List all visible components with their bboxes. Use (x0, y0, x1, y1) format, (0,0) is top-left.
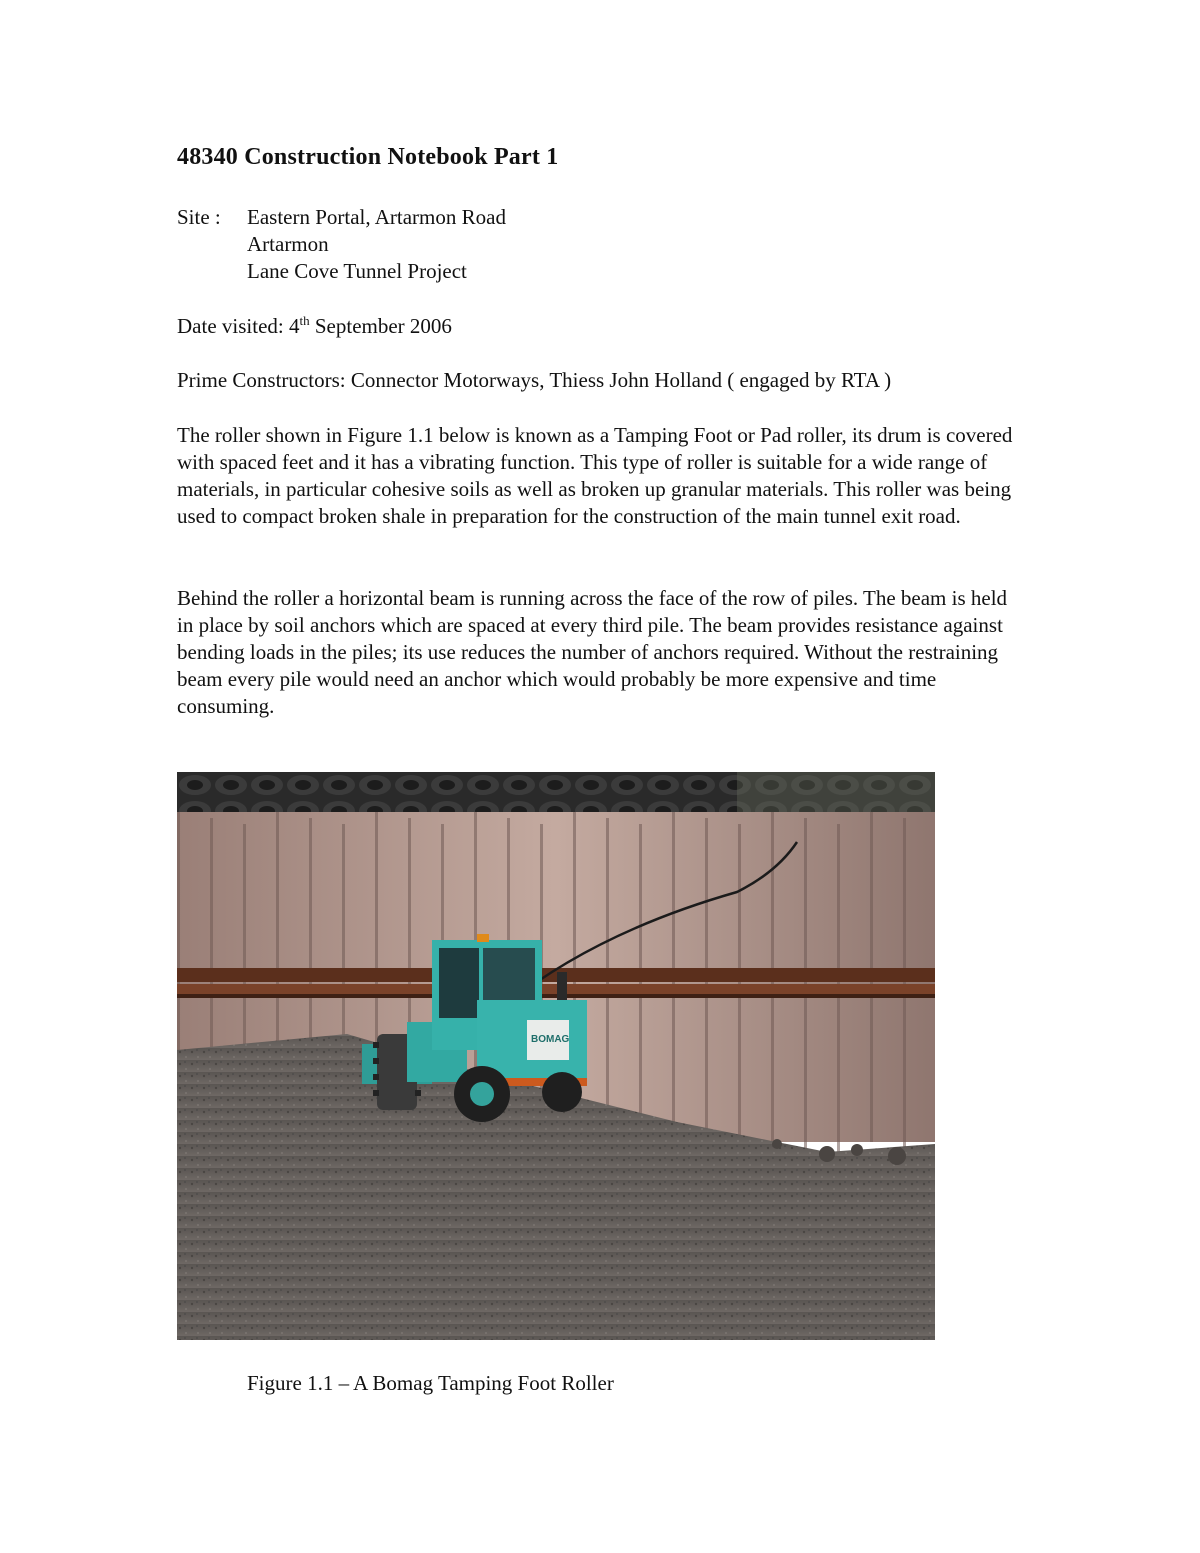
prime-constructors: Prime Constructors: Connector Motorways, Thiess John Holland ( engaged by RTA ) (177, 368, 892, 392)
pile-seam (606, 818, 609, 1148)
figure-caption: Figure 1.1 – A Bomag Tamping Foot Roller (247, 1371, 614, 1395)
paragraph-text: Behind the roller a horizontal beam is running across the face of the row of piles. The beam is held in place by soil anchors which are spaced at every third pile. The beam provides resistance against bending loads in the piles; its use reduces the number of anchors required. Without the restraining beam every pile would need an anchor which would probably be more expensive and time consuming. (177, 586, 1008, 718)
paragraph-roller (177, 422, 1027, 530)
paragraph-text: The roller shown in Figure 1.1 below is known as a Tamping Foot or Pad roller, its drum is covered with spaced feet and it has a vibrating function. This type of roller is suitable for a wide range of materials, in particular cohesive soils as well as broken up granular materials. This roller was being used to compact broken shale in preparation for the construction of the main tunnel exit road. (177, 423, 1013, 528)
pile-seam (903, 818, 906, 1148)
roller-photo (177, 772, 935, 1340)
pile-seam (705, 818, 708, 1148)
page-title: 48340 Construction Notebook Part 1 (177, 144, 559, 170)
date-suffix: September 2006 (309, 314, 452, 338)
date-ordinal: th (299, 313, 310, 328)
roller-decal: BOMAG (531, 1034, 570, 1045)
site-line: Lane Cove Tunnel Project (247, 259, 467, 283)
pile-seam (804, 818, 807, 1148)
site-address (247, 204, 506, 285)
site-line: Eastern Portal, Artarmon Road (247, 205, 506, 229)
site-label: Site : (177, 205, 221, 229)
date-prefix: Date visited: 4 (177, 314, 300, 338)
date-visited (177, 313, 452, 340)
paragraph-beam (177, 585, 1027, 720)
site-line: Artarmon (247, 232, 329, 256)
